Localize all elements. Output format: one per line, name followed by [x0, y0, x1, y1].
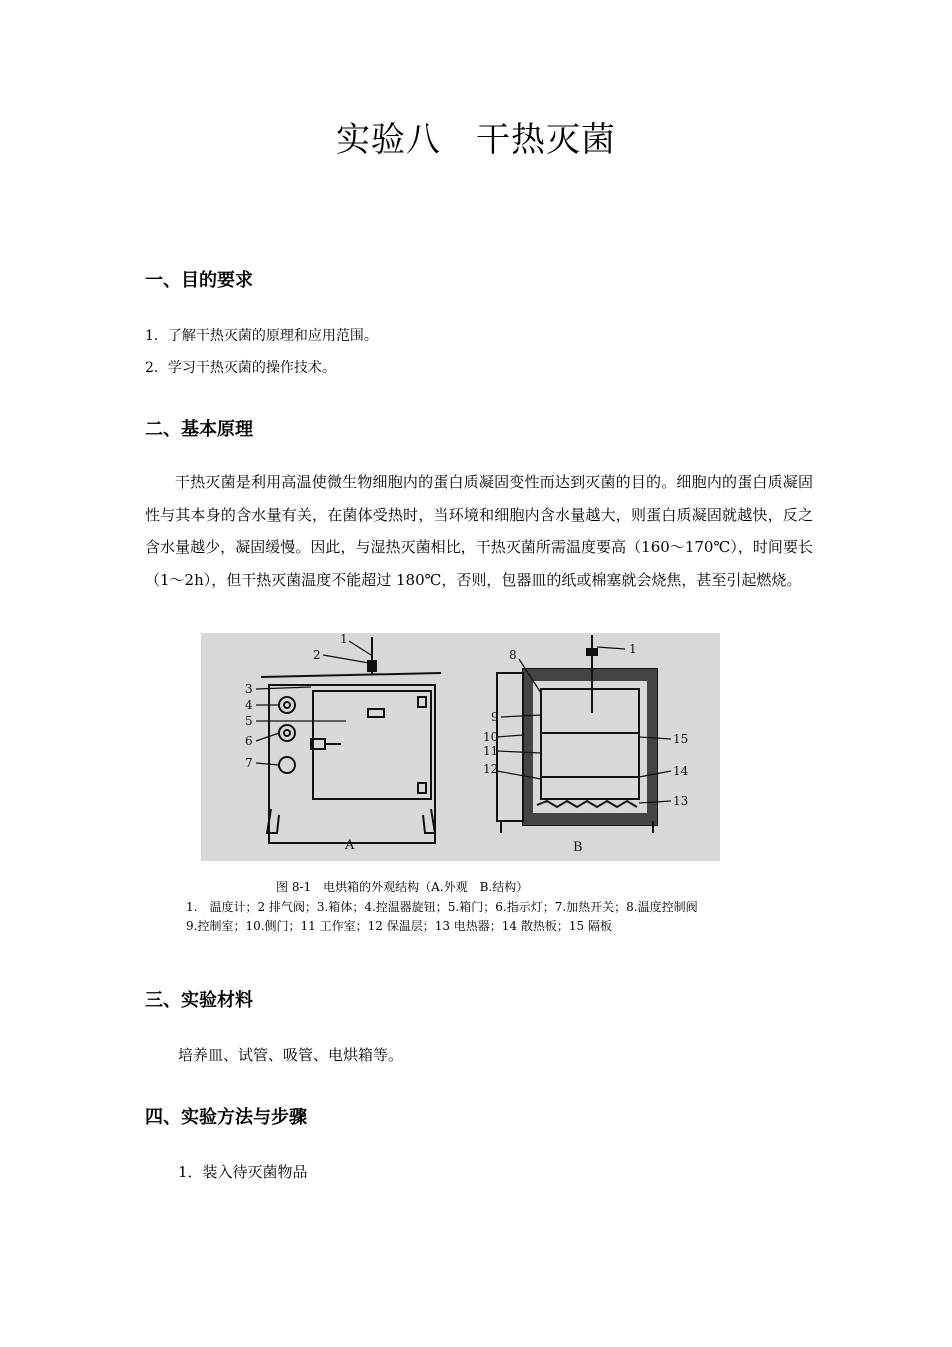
- callout-b-8: 8: [509, 648, 517, 662]
- oven-structure-figure: [201, 633, 720, 861]
- section-heading-methods: 四、实验方法与步骤: [145, 1107, 307, 1128]
- callout-b-9: 9: [491, 710, 499, 724]
- principle-paragraph: 干热灭菌是利用高温使微生物细胞内的蛋白质凝固变性而达到灭菌的目的。细胞内的蛋白质凝固性与其本身的含水量有关，在菌体受热时，当环境和细胞内含水量越大，则蛋白质凝固就越快，反之含水量越少，凝固缓慢。因此，与湿热灭菌相比，干热灭菌所需温度要高（160～170℃），时间要长（1～2h），但干热灭菌温度不能超过 180℃，否则，包器皿的纸或棉塞就会烧焦，甚至引起燃烧。: [145, 473, 813, 589]
- method-step-1: 1．装入待灭菌物品: [178, 1163, 308, 1181]
- panel-b-label: B: [573, 840, 583, 855]
- callout-b-10: 10: [483, 730, 499, 744]
- figure-caption: 图 8-1 电烘箱的外观结构（A.外观 B.结构）: [276, 880, 529, 894]
- callout-b-15: 15: [673, 732, 689, 746]
- section-heading-principle: 二、基本原理: [145, 419, 253, 440]
- materials-text: 培养皿、试管、吸管、电烘箱等。: [178, 1046, 404, 1064]
- callout-a-4: 4: [245, 698, 253, 712]
- oven-exterior-drawing: [261, 637, 441, 843]
- objective-item-2: 2．学习干热灭菌的操作技术。: [145, 360, 336, 376]
- section-heading-materials: 三、实验材料: [145, 990, 253, 1011]
- figure-legend-line-1: 1. 温度计；2 排气阀；3.箱体；4.控温器旋钮；5.箱门；6.指示灯；7.加热开关；8.温度控制阀: [186, 900, 698, 914]
- callout-b-14: 14: [673, 764, 689, 778]
- oven-diagram: [201, 633, 720, 861]
- page-title: 实验八 干热灭菌: [336, 120, 616, 160]
- callout-a-7: 7: [245, 756, 253, 770]
- objective-item-1: 1．了解干热灭菌的原理和应用范围。: [145, 328, 378, 344]
- callout-a-2: 2: [313, 648, 321, 662]
- figure-legend-line-2: 9.控制室；10.侧门；11 工作室；12 保温层；13 电热器；14 散热板；15 隔板: [186, 919, 612, 933]
- section-heading-objectives: 一、目的要求: [145, 270, 253, 291]
- callout-a-6: 6: [245, 734, 253, 748]
- callout-b-1: 1: [629, 642, 637, 656]
- callout-b-11: 11: [483, 744, 499, 758]
- callout-b-12: 12: [483, 762, 499, 776]
- callout-a-3: 3: [245, 682, 253, 696]
- callout-a-1: 1: [340, 633, 348, 646]
- callout-b-13: 13: [673, 794, 689, 808]
- oven-section-drawing: [497, 635, 657, 833]
- panel-a-label: A: [345, 838, 355, 853]
- callout-a-5: 5: [245, 714, 253, 728]
